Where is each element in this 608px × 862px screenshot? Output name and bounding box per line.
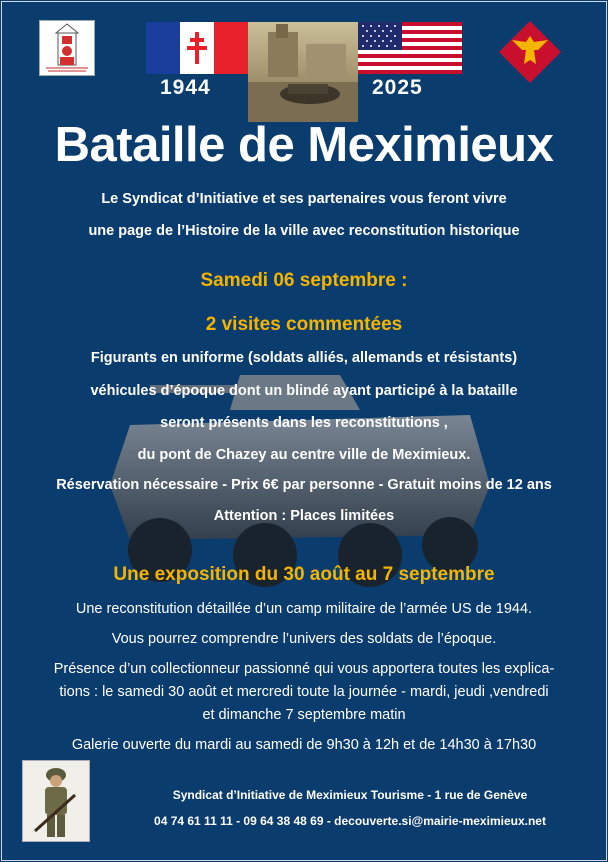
exhibition-line-6: Galerie ouverte du mardi au samedi de 9h30 à 12h et de 14h30 à 17h30 [71, 737, 537, 753]
year-2025: 2025 [372, 76, 423, 99]
page-title: Bataille de Meximieux [54, 118, 554, 172]
soldier-figure-photo [22, 760, 90, 842]
saturday-line-3: seront présents dans les reconstitutions , [160, 415, 448, 431]
footer-address: Syndicat d’Initiative de Meximieux Tourisme - 1 rue de Genève [172, 788, 528, 802]
footer-contact[interactable]: 04 74 61 11 11 - 09 64 38 48 69 - decouverte.si@mairie-meximieux.net [154, 814, 546, 828]
exhibition-line-2: Vous pourrez comprendre l’univers des soldats de l’époque. [111, 631, 497, 647]
syndicat-initiative-logo [39, 20, 95, 76]
saturday-line-1: Figurants en uniforme (soldats alliés, allemands et résistants) [90, 350, 518, 366]
intro-line-2: une page de l’Histoire de la ville avec reconstitution historique [88, 223, 520, 239]
intro-line-1: Le Syndicat d’Initiative et ses partenaires vous feront vivre [101, 191, 507, 207]
exhibition-heading: Une exposition du 30 août au 7 septembre [113, 564, 495, 585]
exhibition-line-3: Présence d’un collectionneur passionné qui vous apportera toutes les explica- [53, 661, 555, 677]
exhibition-line-5: et dimanche 7 septembre matin [202, 707, 406, 723]
year-1944: 1944 [160, 76, 211, 99]
saturday-heading: Samedi 06 septembre : [200, 270, 408, 291]
saturday-line-4: du pont de Chazey au centre ville de Meximieux. [137, 447, 471, 463]
us-flag [358, 22, 462, 74]
saturday-subheading: 2 visites commentées [205, 314, 403, 335]
saturday-line-6: Attention : Places limitées [213, 508, 395, 524]
saturday-line-5: Réservation nécessaire - Prix 6€ par personne - Gratuit moins de 12 ans [56, 477, 552, 493]
thunderbird-insignia [498, 20, 562, 84]
lorraine-cross-flag [146, 22, 248, 74]
exhibition-line-1: Une reconstitution détaillée d’un camp militaire de l’armée US de 1944. [75, 601, 533, 617]
historic-photo [248, 22, 358, 122]
saturday-line-2: véhicules d’époque dont un blindé ayant participé à la bataille [90, 383, 518, 399]
exhibition-line-4: tions : le samedi 30 août et mercredi toute la journée - mardi, jeudi ,vendredi [59, 684, 549, 700]
